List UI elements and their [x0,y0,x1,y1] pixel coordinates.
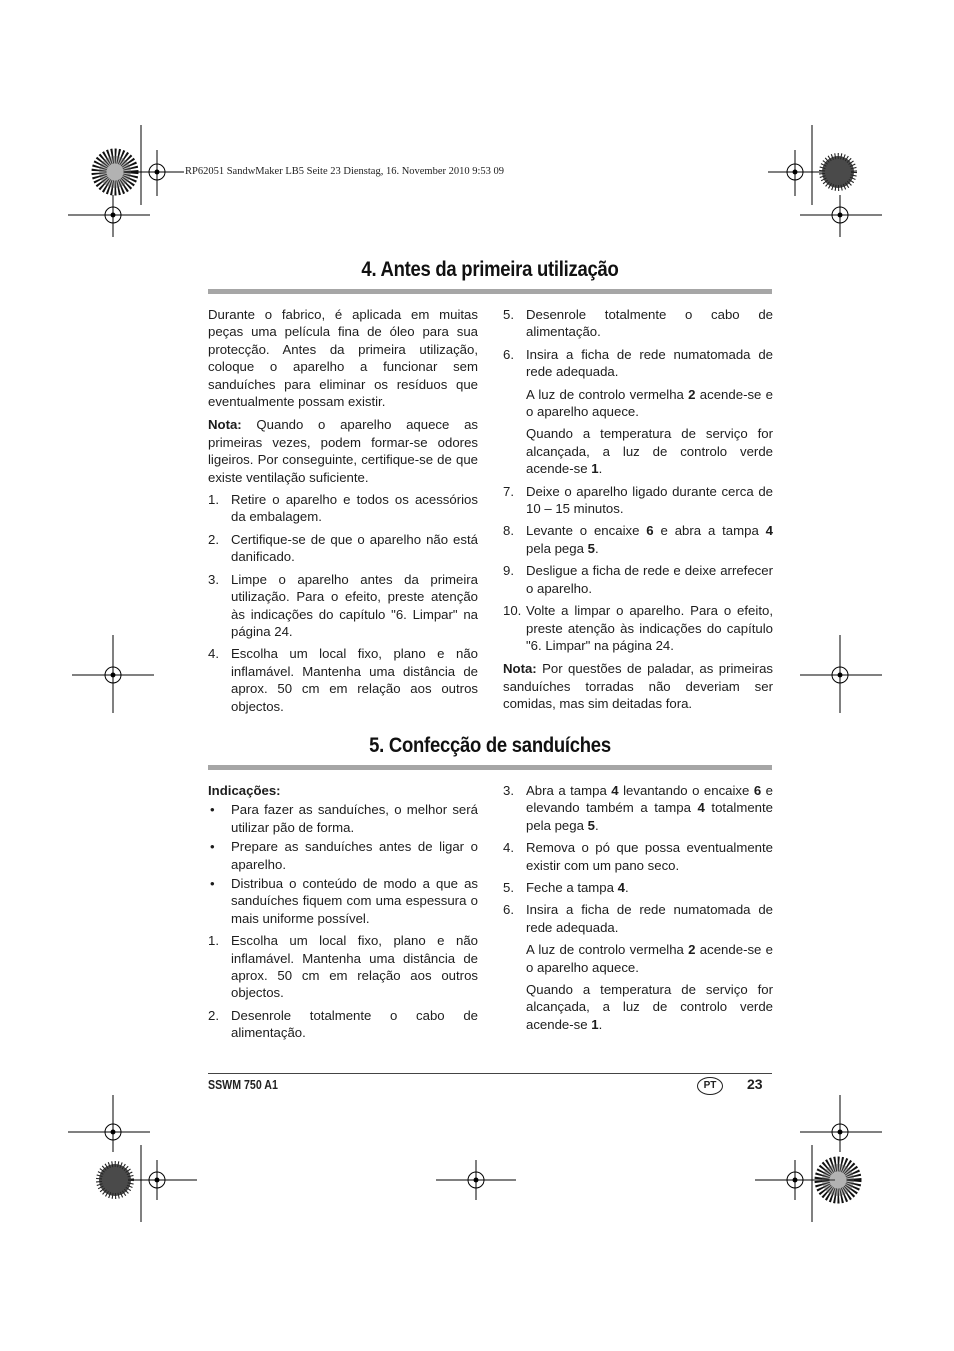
bullet-icon: • [210,802,215,818]
list-item [503,839,773,874]
section5-right-column [503,782,773,1033]
step-text: A luz de controlo vermelha [526,942,689,958]
list-item [503,483,773,518]
print-header: RP62051 SandwMaker LB5 Seite 23 Dienstag, 16. November 2010 9:53 09 [185,166,505,177]
note-label: Nota: [208,417,242,433]
step-number: 2. [208,1007,219,1023]
step-text: Levante o encaixe [526,523,647,539]
bullet-icon: • [210,876,215,892]
part-reference: 4 [697,800,705,816]
step-number: 6. [503,346,514,362]
step-text: Escolha um local fixo, plano e não inflamável. Mantenha uma distância de aprox. 50 cm em relação aos outros objectos. [231,933,478,1001]
step-text: A luz de controlo vermelha [526,386,689,402]
list-item [208,645,478,715]
part-reference: 2 [688,386,696,402]
step-number: 8. [503,523,514,539]
indications-heading: Indicações: [208,783,281,798]
step-number: 6. [503,902,514,918]
step-number: 3. [208,571,219,587]
step-number: 2. [208,531,219,547]
list-item [503,782,773,834]
step-text: pela pega [526,540,588,556]
list-item [208,801,478,836]
step-continuation [503,425,773,477]
note-paragraph [208,416,478,486]
step-text: acende-se e o aparelho aquece. [526,386,773,420]
step-number: 10. [503,603,522,619]
list-item [503,522,773,557]
step-text: Certifique-se de que o aparelho não está danificado. [231,531,478,565]
step-text: . [624,880,629,896]
list-item [208,932,478,1002]
list-item [208,531,478,566]
list-item [503,602,773,654]
language-badge: PT [697,1077,723,1095]
step-number: 3. [503,783,514,798]
step-number: 1. [208,492,219,508]
step-text: Desenrole totalmente o cabo de alimentação. [526,307,773,340]
model-number: SSWM 750 A1 [208,1078,278,1092]
list-item [503,346,773,381]
step-text: Deixe o aparelho ligado durante cerca de 10 – 15 minutos. [526,483,773,517]
part-reference: 4 [765,523,773,539]
note-text: Por questões de paladar, as primeiras sanduíches torradas não deveriam ser comidas, mas sim deitadas fora. [503,661,773,712]
part-reference: 5 [587,817,595,833]
section-title-sandwiches: 5. Confecção de sanduíches [369,734,611,757]
step-number: 1. [208,933,219,949]
footer-divider [208,1073,772,1074]
bullet-text: Para fazer as sanduíches, o melhor será utilizar pão de forma. [231,802,478,835]
list-item [503,901,773,936]
step-text: . [594,540,599,556]
step-text: Feche a tampa [526,880,618,896]
part-reference: 4 [611,783,619,798]
step-text: Abra a tampa [526,783,612,798]
bullet-text: Prepare as sanduíches antes de ligar o aparelho. [231,839,478,872]
step-continuation [503,386,773,421]
bullet-text: Distribua o conteúdo de modo a que as sanduíches fiquem com uma espessura o mais uniforme possível. [231,876,478,926]
page-number: 23 [747,1076,763,1092]
step-text: Limpe o aparelho antes da primeira utilização. Para o efeito, preste atenção às indicações do capítulo "6. Limpar" na página 24. [231,571,478,639]
part-reference: 1 [591,1016,599,1032]
step-number: 5. [503,880,514,896]
section4-right-column [503,306,773,713]
part-reference: 6 [753,783,762,798]
part-reference: 6 [646,523,654,539]
step-text: e elevando também a tampa [526,783,773,816]
step-text: totalmente pela pega [526,800,773,833]
part-reference: 1 [591,461,599,477]
title-divider [208,289,772,294]
list-item [208,838,478,873]
step-text: . [594,817,599,833]
step-text: Quando a temperatura de serviço for alcançada, a luz de controlo verde acende-se [526,426,773,477]
step-text: Escolha um local fixo, plano e não inflamável. Mantenha uma distância de aprox. 50 cm em relação aos outros objectos. [231,646,478,714]
step-number: 7. [503,483,514,499]
note-paragraph [503,660,773,712]
step-number: 4. [208,646,219,662]
section5-left-column [208,782,478,1042]
intro-paragraph: Durante o fabrico, é aplicada em muitas peças uma película fina de óleo para sua protecção. Antes da primeira utilização, coloque o aparelho a funcionar sem sanduíches para eliminar os resíduos que eventualmente possam existir. [208,307,478,410]
note-text: Quando o aparelho aquece as primeiras vezes, podem formar-se odores ligeiros. Por conseguinte, certifique-se de que existe ventilação suficiente. [208,417,478,485]
section4-left-column [208,306,478,715]
step-text: Insira a ficha de rede numatomada de rede adequada. [526,346,773,380]
list-item [208,491,478,526]
step-text: levantando o encaixe [618,783,754,798]
step-number: 4. [503,840,514,856]
step-text: Retire o aparelho e todos os acessórios da embalagem. [231,492,478,525]
step-text: . [598,461,603,477]
part-reference: 2 [688,942,696,958]
step-text: acende-se e o aparelho aquece. [526,942,773,975]
step-text: e abra a tampa [653,523,766,539]
list-item [208,1007,478,1042]
part-reference: 4 [617,880,625,896]
step-text: . [598,1016,603,1032]
step-number: 9. [503,563,514,579]
step-text: Desenrole totalmente o cabo de alimentação. [231,1007,478,1041]
list-item [503,562,773,597]
part-reference: 5 [587,540,595,556]
bullet-icon: • [210,839,215,855]
step-text: Remova o pó que possa eventualmente existir com um pano seco. [526,840,773,873]
list-item [208,875,478,927]
step-text: Desligue a ficha de rede e deixe arrefecer o aparelho. [526,563,773,596]
indications-label [208,782,478,799]
section-title-first-use: 4. Antes da primeira utilização [361,258,619,281]
list-item [503,306,773,341]
step-continuation [503,981,773,1033]
title-divider [208,765,772,770]
step-text: Insira a ficha de rede numatomada de rede adequada. [526,902,773,935]
step-number: 5. [503,307,514,322]
list-item [208,571,478,641]
step-text: Volte a limpar o aparelho. Para o efeito, preste atenção às indicações do capítulo "6. Limpar" na página 24. [526,603,773,653]
note-label: Nota: [503,661,537,677]
list-item [503,879,773,896]
step-text: Quando a temperatura de serviço for alcançada, a luz de controlo verde acende-se [526,982,773,1032]
step-continuation [503,941,773,976]
